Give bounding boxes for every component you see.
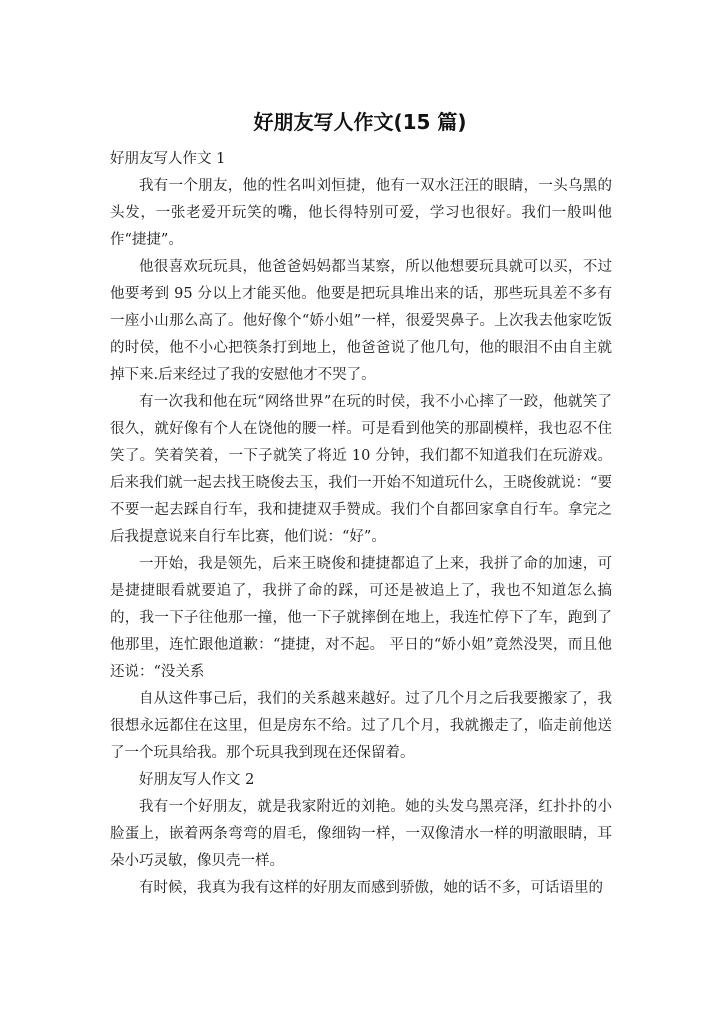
paragraph: 他很喜欢玩玩具，他爸爸妈妈都当某察，所以他想要玩具就可以买，不过他要考到 95 分以上才能买他。他要是把玩具堆出来的话，那些玩具差不多有一座小山那么高了。他好像个“娇小姐”一样，很爱哭鼻子。上次我去他家吃饭的时侯，他不小心把筷条打到地上，他爸爸说了他几句，他的眼泪不由自主就掉下来.后来经过了我的安慰他才不哭了。 <box>110 259 612 383</box>
paragraph: 我有一个好朋友，就是我家附近的刘艳。她的头发乌黑亮泽，红扑扑的小脸蛋上，嵌着两条弯弯的眉毛，像细钩一样，一双像清水一样的明澈眼睛，耳朵小巧灵敏，像贝壳一样。 <box>110 799 612 869</box>
paragraph: 一开始，我是领先，后来王晓俊和捷捷都追了上来，我拼了命的加速，可是捷捷眼看就要追了，我拼了命的踩，可还是被追上了，我也不知道怎么搞的，我一下子往他那一撞，他一下子就摔倒在地上，我连忙停下了车，跑到了他那里，连忙跟他道歉：“捷捷，对不起。 平日的“娇小姐”竟然没哭，而且他还说：“没关系 <box>110 556 612 680</box>
section-heading-1: 好朋友写人作文 1 <box>110 151 226 167</box>
document-body <box>110 146 612 902</box>
paragraph: 有时候，我真为我有这样的好朋友而感到骄傲，她的话不多，可话语里的 <box>139 880 603 896</box>
section-heading-2: 好朋友写人作文 2 <box>139 772 255 788</box>
document-title: 好朋友写人作文(15 篇) <box>253 110 467 134</box>
paragraph: 我有一个朋友，他的性名叫刘恒捷，他有一双水汪汪的眼睛，一头乌黑的头发，一张老爱开玩笑的嘴，他长得特别可爱，学习也很好。我们一般叫他作“捷捷”。 <box>110 178 612 248</box>
paragraph: 有一次我和他在玩“网络世界”在玩的时侯，我不小心摔了一跤，他就笑了很久，就好像有个人在饶他的腰一样。可是看到他笑的那副模样，我也忍不住笑了。笑着笑着，一下子就笑了将近 10 分钟，我们都不知道我们在玩游戏。后来我们就一起去找王晓俊去玉，我们一开始不知道玩什么，王晓俊就说：“要不要一起去踩自行车，我和捷捷双手赞成。我们个自都回家拿自行车。拿完之后我提意说来自行车比赛，他们说：“好”。 <box>110 394 612 545</box>
paragraph: 自从这件事己后，我们的关系越来越好。过了几个月之后我要搬家了，我很想永远都住在这里，但是房东不给。过了几个月，我就搬走了，临走前他送了一个玩具给我。那个玩具我到现在还保留着。 <box>110 691 612 761</box>
